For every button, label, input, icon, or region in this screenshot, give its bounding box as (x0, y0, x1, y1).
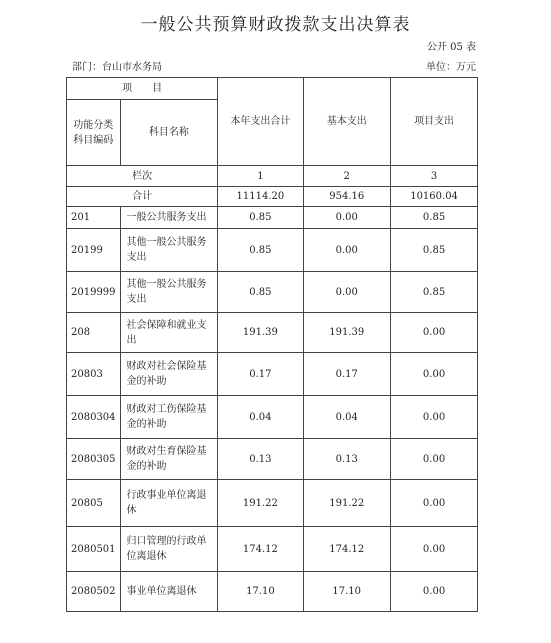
row-code: 201 (67, 207, 121, 229)
column-index-2: 2 (303, 166, 390, 187)
table-row (67, 229, 551, 272)
unit-label: 单位：万元 (426, 62, 476, 73)
expenditure-table (66, 77, 551, 612)
total-header: 本年支出合计 (218, 78, 303, 166)
row-project: 0.00 (390, 572, 477, 612)
basic-header: 基本支出 (303, 78, 390, 166)
table-body (67, 207, 551, 612)
row-name: 社会保障和就业支出 (120, 313, 218, 353)
column-index-3: 3 (390, 166, 477, 187)
table-row (67, 480, 551, 527)
row-total: 0.04 (218, 396, 303, 439)
row-name: 归口管理的行政单位离退休 (120, 527, 218, 572)
table-row (67, 396, 551, 439)
row-basic: 0.00 (303, 229, 390, 272)
row-total: 0.17 (218, 353, 303, 396)
row-basic: 191.22 (303, 480, 390, 527)
project-header: 项目支出 (390, 78, 477, 166)
department-label: 部门：台山市水务局 (72, 62, 162, 73)
row-total: 0.85 (218, 272, 303, 313)
row-total: 0.85 (218, 207, 303, 229)
row-name: 事业单位离退休 (120, 572, 218, 612)
table-row (67, 207, 551, 229)
row-project: 0.85 (390, 207, 477, 229)
row-code: 2080304 (67, 396, 121, 439)
row-code: 2019999 (67, 272, 121, 313)
row-code: 2080502 (67, 572, 121, 612)
row-total: 191.39 (218, 313, 303, 353)
row-basic: 0.17 (303, 353, 390, 396)
row-basic: 0.00 (303, 207, 390, 229)
row-name: 行政事业单位离退休 (120, 480, 218, 527)
row-name: 其他一般公共服务支出 (120, 229, 218, 272)
column-index-label: 栏次 (67, 166, 218, 187)
row-project: 0.00 (390, 439, 477, 480)
row-code: 20805 (67, 480, 121, 527)
name-header: 科目名称 (120, 100, 218, 166)
total-row-project: 10160.04 (390, 187, 477, 207)
row-name: 一般公共服务支出 (120, 207, 218, 229)
total-row-basic: 954.16 (303, 187, 390, 207)
row-basic: 191.39 (303, 313, 390, 353)
item-header: 项 目 (67, 78, 218, 100)
row-total: 17.10 (218, 572, 303, 612)
page-title: 一般公共预算财政拨款支出决算表 (140, 15, 411, 35)
row-total: 0.85 (218, 229, 303, 272)
row-basic: 17.10 (303, 572, 390, 612)
row-total: 191.22 (218, 480, 303, 527)
row-name: 财政对工伤保险基金的补助 (120, 396, 218, 439)
form-number: 公开 05 表 (426, 42, 476, 53)
row-code: 2080501 (67, 527, 121, 572)
row-project: 0.00 (390, 396, 477, 439)
row-project: 0.00 (390, 527, 477, 572)
total-row (67, 187, 551, 207)
row-total: 174.12 (218, 527, 303, 572)
row-total: 0.13 (218, 439, 303, 480)
row-project: 0.00 (390, 353, 477, 396)
table-row (67, 272, 551, 313)
row-basic: 0.04 (303, 396, 390, 439)
table-row (67, 313, 551, 353)
table-row (67, 527, 551, 572)
row-name: 其他一般公共服务支出 (120, 272, 218, 313)
table-row (67, 572, 551, 612)
row-basic: 0.00 (303, 272, 390, 313)
row-code: 208 (67, 313, 121, 353)
row-project: 0.00 (390, 313, 477, 353)
total-row-total: 11114.20 (218, 187, 303, 207)
row-code: 2080305 (67, 439, 121, 480)
row-project: 0.85 (390, 272, 477, 313)
table-row (67, 353, 551, 396)
row-basic: 0.13 (303, 439, 390, 480)
table-row (67, 439, 551, 480)
total-row-label: 合计 (67, 187, 218, 207)
code-header: 功能分类科目编码 (67, 100, 121, 166)
row-code: 20803 (67, 353, 121, 396)
row-project: 0.85 (390, 229, 477, 272)
row-code: 20199 (67, 229, 121, 272)
row-project: 0.00 (390, 480, 477, 527)
row-name: 财政对社会保险基金的补助 (120, 353, 218, 396)
row-name: 财政对生育保险基金的补助 (120, 439, 218, 480)
column-index-1: 1 (218, 166, 303, 187)
row-basic: 174.12 (303, 527, 390, 572)
